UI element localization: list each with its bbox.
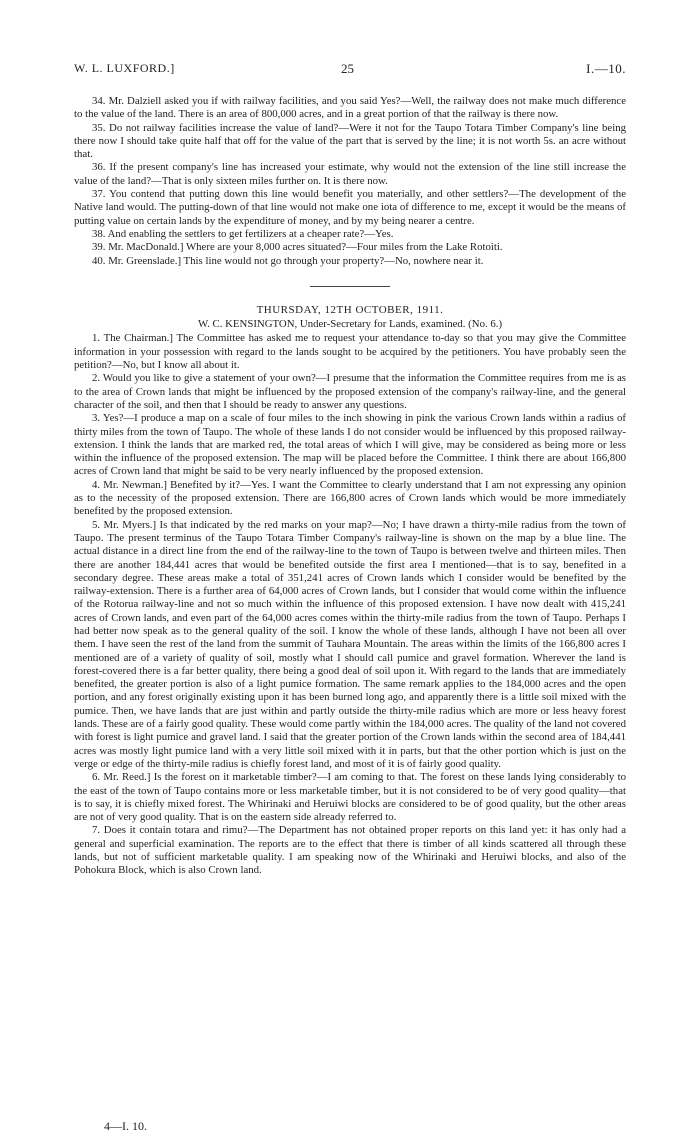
witness-heading: W. C. KENSINGTON, Under-Secretary for Lands, examined. (No. 6.) <box>197 318 503 331</box>
section-divider <box>310 286 390 287</box>
paragraph: 37. You contend that putting down this line would benefit you materially, and other settlers?—The development of the Native land would. The putting-down of that line would not make one iota of difference to me, except it would be the means of putting value on certain lands by the expenditure of money, and by my being nearer a centre. <box>74 188 626 227</box>
kensington-evidence-block <box>74 332 626 877</box>
page-number: 25 <box>341 61 354 76</box>
running-header <box>74 62 626 78</box>
paragraph: 5. Mr. Myers.] Is that indicated by the red marks on your map?—No; I have drawn a thirty-mile radius from the town of Taupo. The present terminus of the Taupo Totara Timber Company's railway-line is shown on the map by a blue line. The actual distance in a direct line from the end of the railway-line to the town of Taupo is between twelve and thirteen miles. Then there are another 184,441 acres that would be benefited outside the first area I mentioned—that is to say, benefited in a secondary degree. These areas make a total of 351,241 acres of Crown lands which I consider would be benefited by the railway-extension. There is a further area of 64,000 acres of Crown lands, but I consider that would come within the influence of the Rotorua railway-line and not so much within the influence of this proposed extension. I have now dealt with 415,241 acres of Crown lands, and even part of the 64,000 acres comes within the thirty-mile radius from the town of Taupo. Perhaps I had better now speak as to the general quality of the soil. I know the whole of these lands, although I have not been all over them. I have seen the rest of the land from the summit of Tauhara Mountain. The areas within the limits of the 166,800 acres I mentioned are of a variety of quality of soil, mostly what I should call pumice and gravel formation. Wherever the land is forest-covered there is a far better quality, there being a good deal of soil upon it. With regard to the lands that are immediately benefited, the greater portion is also of a light pumice formation. The same remark applies to the 184,000 acres and the open portion, and any forest originally existing upon it has been burned long ago, and apparently there is a little soil mixed with the pumice. Then, we have lands that are just within and partly outside the thirty-mile radius which are more or less heavy forest lands. These are of a fairly good quality. These would come partly within the 184,000 acres. The quality of the land not covered with forest is light pumice and gravel land. I said that the greater portion of the Crown lands within the second area of 184,441 acres was mostly light pumice land with a very little soil mixed with it in parts, but that the other portion which is just on the verge or edge of the thirty-mile radius is chiefly forest land, and most of it is of fairly good quality. <box>74 518 626 770</box>
paragraph: 34. Mr. Dalziell asked you if with railway facilities, and you said Yes?—Well, the railway does not make much difference to the value of the land. There is an area of 800,000 acres, and in a great portion of that the railway is there now. <box>74 95 626 121</box>
text-column <box>74 95 626 878</box>
paragraph: 40. Mr. Greenslade.] This line would not go through your property?—No, nowhere near it. <box>92 254 484 267</box>
paragraph: 1. The Chairman.] The Committee has asked me to request your attendance to-day so that you may give the Committee information in your possession with regard to the lands sought to be acquired by the petitioners. You have probably seen the petition?—No, but I know all about it. <box>74 332 626 372</box>
paragraph: 7. Does it contain totara and rimu?—The Department has not obtained proper reports on this land yet: it has only had a general and superficial examination. The reports are to the effect that there is timber of all kinds scattered all through these lands, but not of sufficient marketable quality. I am speaking now of the Whirinaki and Heruiwi blocks, and also of the Pohokura Block, which is also Crown land. <box>74 824 626 877</box>
paragraph: 6. Mr. Reed.] Is the forest on it marketable timber?—I am coming to that. The forest on these lands lying considerably to the east of the town of Taupo contains more or less marketable timber, but it is not considered to be of very good quality—that is to say, it is chiefly mixed forest. The Whirinaki and Heruiwi blocks are considered to be of good quality, but the other areas are not of very good quality. That is on the eastern side already referred to. <box>74 771 626 824</box>
paragraph: 38. And enabling the settlers to get fertilizers at a cheaper rate?—Yes. <box>92 227 394 240</box>
luxford-evidence-block <box>74 95 626 268</box>
paragraph: 4. Mr. Newman.] Benefited by it?—Yes. I want the Committee to clearly understand that I am not expressing any opinion as to the necessity of the proposed extension. There are 166,800 acres of Crown lands which would be more immediately benefited by the proposed extension. <box>74 478 626 518</box>
paragraph: 3. Yes?—I produce a map on a scale of four miles to the inch showing in pink the various Crown lands within a radius of thirty miles from the town of Taupo. The whole of these lands I do not consider would be influenced by this proposed railway-extension. I think the lands that are marked red, the total areas of which I will give, may be considered as being more or less within the influence of the proposed extension. The map will be placed before the Committee. I think there are about 166,800 acres of Crown land that might be said to be very nearly influenced by the proposed extension. <box>74 412 626 478</box>
paragraph: 36. If the present company's line has increased your estimate, why would not the extension of the line still increase the value of the land?—That is only sixteen miles further on. It is there now. <box>74 161 626 187</box>
paragraph: 2. Would you like to give a statement of your own?—I presume that the information the Committee requires from me is as to the area of Crown lands that might be influenced by the proposed extension of the company's railway-line, and the general character of the soil, and then that I should be ready to answer any questions. <box>74 372 626 411</box>
paragraph: 35. Do not railway facilities increase the value of land?—Were it not for the Taupo Totara Timber Company's line being there now I should take quite half that off for the value of the part that is served by the line; it is not worth 5s. an acre without that. <box>74 121 626 161</box>
paper-reference: I.—10. <box>586 61 626 76</box>
paragraph: 39. Mr. MacDonald.] Where are your 8,000 acres situated?—Four miles from the Lake Rotoiti. <box>92 241 503 254</box>
section-date: THURSDAY, 12TH OCTOBER, 1911. <box>256 303 444 316</box>
header-witness-name: W. L. LUXFORD.] <box>74 61 175 75</box>
signature-mark: 4—I. 10. <box>104 1119 147 1133</box>
